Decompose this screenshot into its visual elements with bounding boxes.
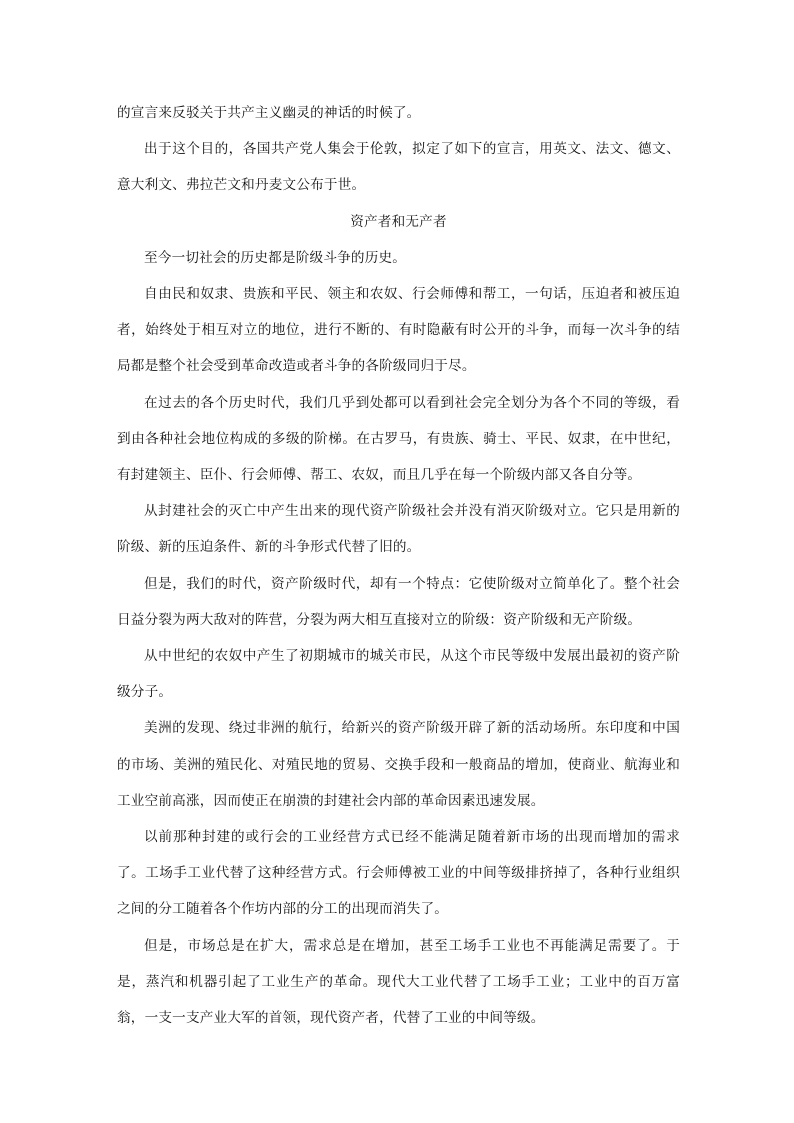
section-heading: 资产者和无产者 <box>350 213 447 230</box>
paragraph: 从中世纪的农奴中产生了初期城市的城关市民，从这个市民等级中发展出最初的资产阶级分子。 <box>117 648 680 701</box>
paragraph-purpose: 出于这个目的，各国共产党人集会于伦敦，拟定了如下的宣言，用英文、法文、德文、意大利文、弗拉芒文和丹麦文公布于世。 <box>117 141 680 194</box>
paragraph: 美洲的发现、绕过非洲的航行，给新兴的资产阶级开辟了新的活动场所。东印度和中国的市场、美洲的殖民化、对殖民地的贸易、交换手段和一般商品的增加，使商业、航海业和工业空前高涨，因而使正在崩溃的封建社会内部的革命因素迅速发展。 <box>117 720 680 809</box>
paragraph: 从封建社会的灭亡中产生出来的现代资产阶级社会并没有消灭阶级对立。它只是用新的阶级、新的压迫条件、新的斗争形式代替了旧的。 <box>117 503 680 556</box>
paragraph: 但是，我们的时代，资产阶级时代，却有一个特点：它使阶级对立简单化了。整个社会日益分裂为两大敌对的阵营，分裂为两大相互直接对立的阶级：资产阶级和无产阶级。 <box>117 575 680 628</box>
paragraph-continuation: 的宣言来反驳关于共产主义幽灵的神话的时候了。 <box>117 105 421 121</box>
document-body <box>117 95 680 1036</box>
paragraph: 至今一切社会的历史都是阶级斗争的历史。 <box>144 249 407 266</box>
paragraph: 在过去的各个历史时代，我们几乎到处都可以看到社会完全划分为各个不同的等级，看到由各种社会地位构成的多级的阶梯。在古罗马，有贵族、骑士、平民、奴隶，在中世纪，有封建领主、臣仆、行会师傅、帮工、农奴，而且几乎在每一个阶级内部又各自分等。 <box>117 394 680 484</box>
paragraph: 但是，市场总是在扩大，需求总是在增加，甚至工场手工业也不再能满足需要了。于是，蒸汽和机器引起了工业生产的革命。现代大工业代替了工场手工业；工业中的百万富翁，一支一支产业大军的首领，现代资产者，代替了工业的中间等级。 <box>117 937 680 1027</box>
paragraph: 自由民和奴隶、贵族和平民、领主和农奴、行会师傅和帮工，一句话，压迫者和被压迫者，始终处于相互对立的地位，进行不断的、有时隐蔽有时公开的斗争，而每一次斗争的结局都是整个社会受到革命改造或者斗争的各阶级同归于尽。 <box>117 286 680 375</box>
paragraph: 以前那种封建的或行会的工业经营方式已经不能满足随着新市场的出现而增加的需求了。工场手工业代替了这种经营方式。行会师傅被工业的中间等级排挤掉了，各种行业组织之间的分工随着各个作坊内部的分工的出现而消失了。 <box>117 829 680 918</box>
